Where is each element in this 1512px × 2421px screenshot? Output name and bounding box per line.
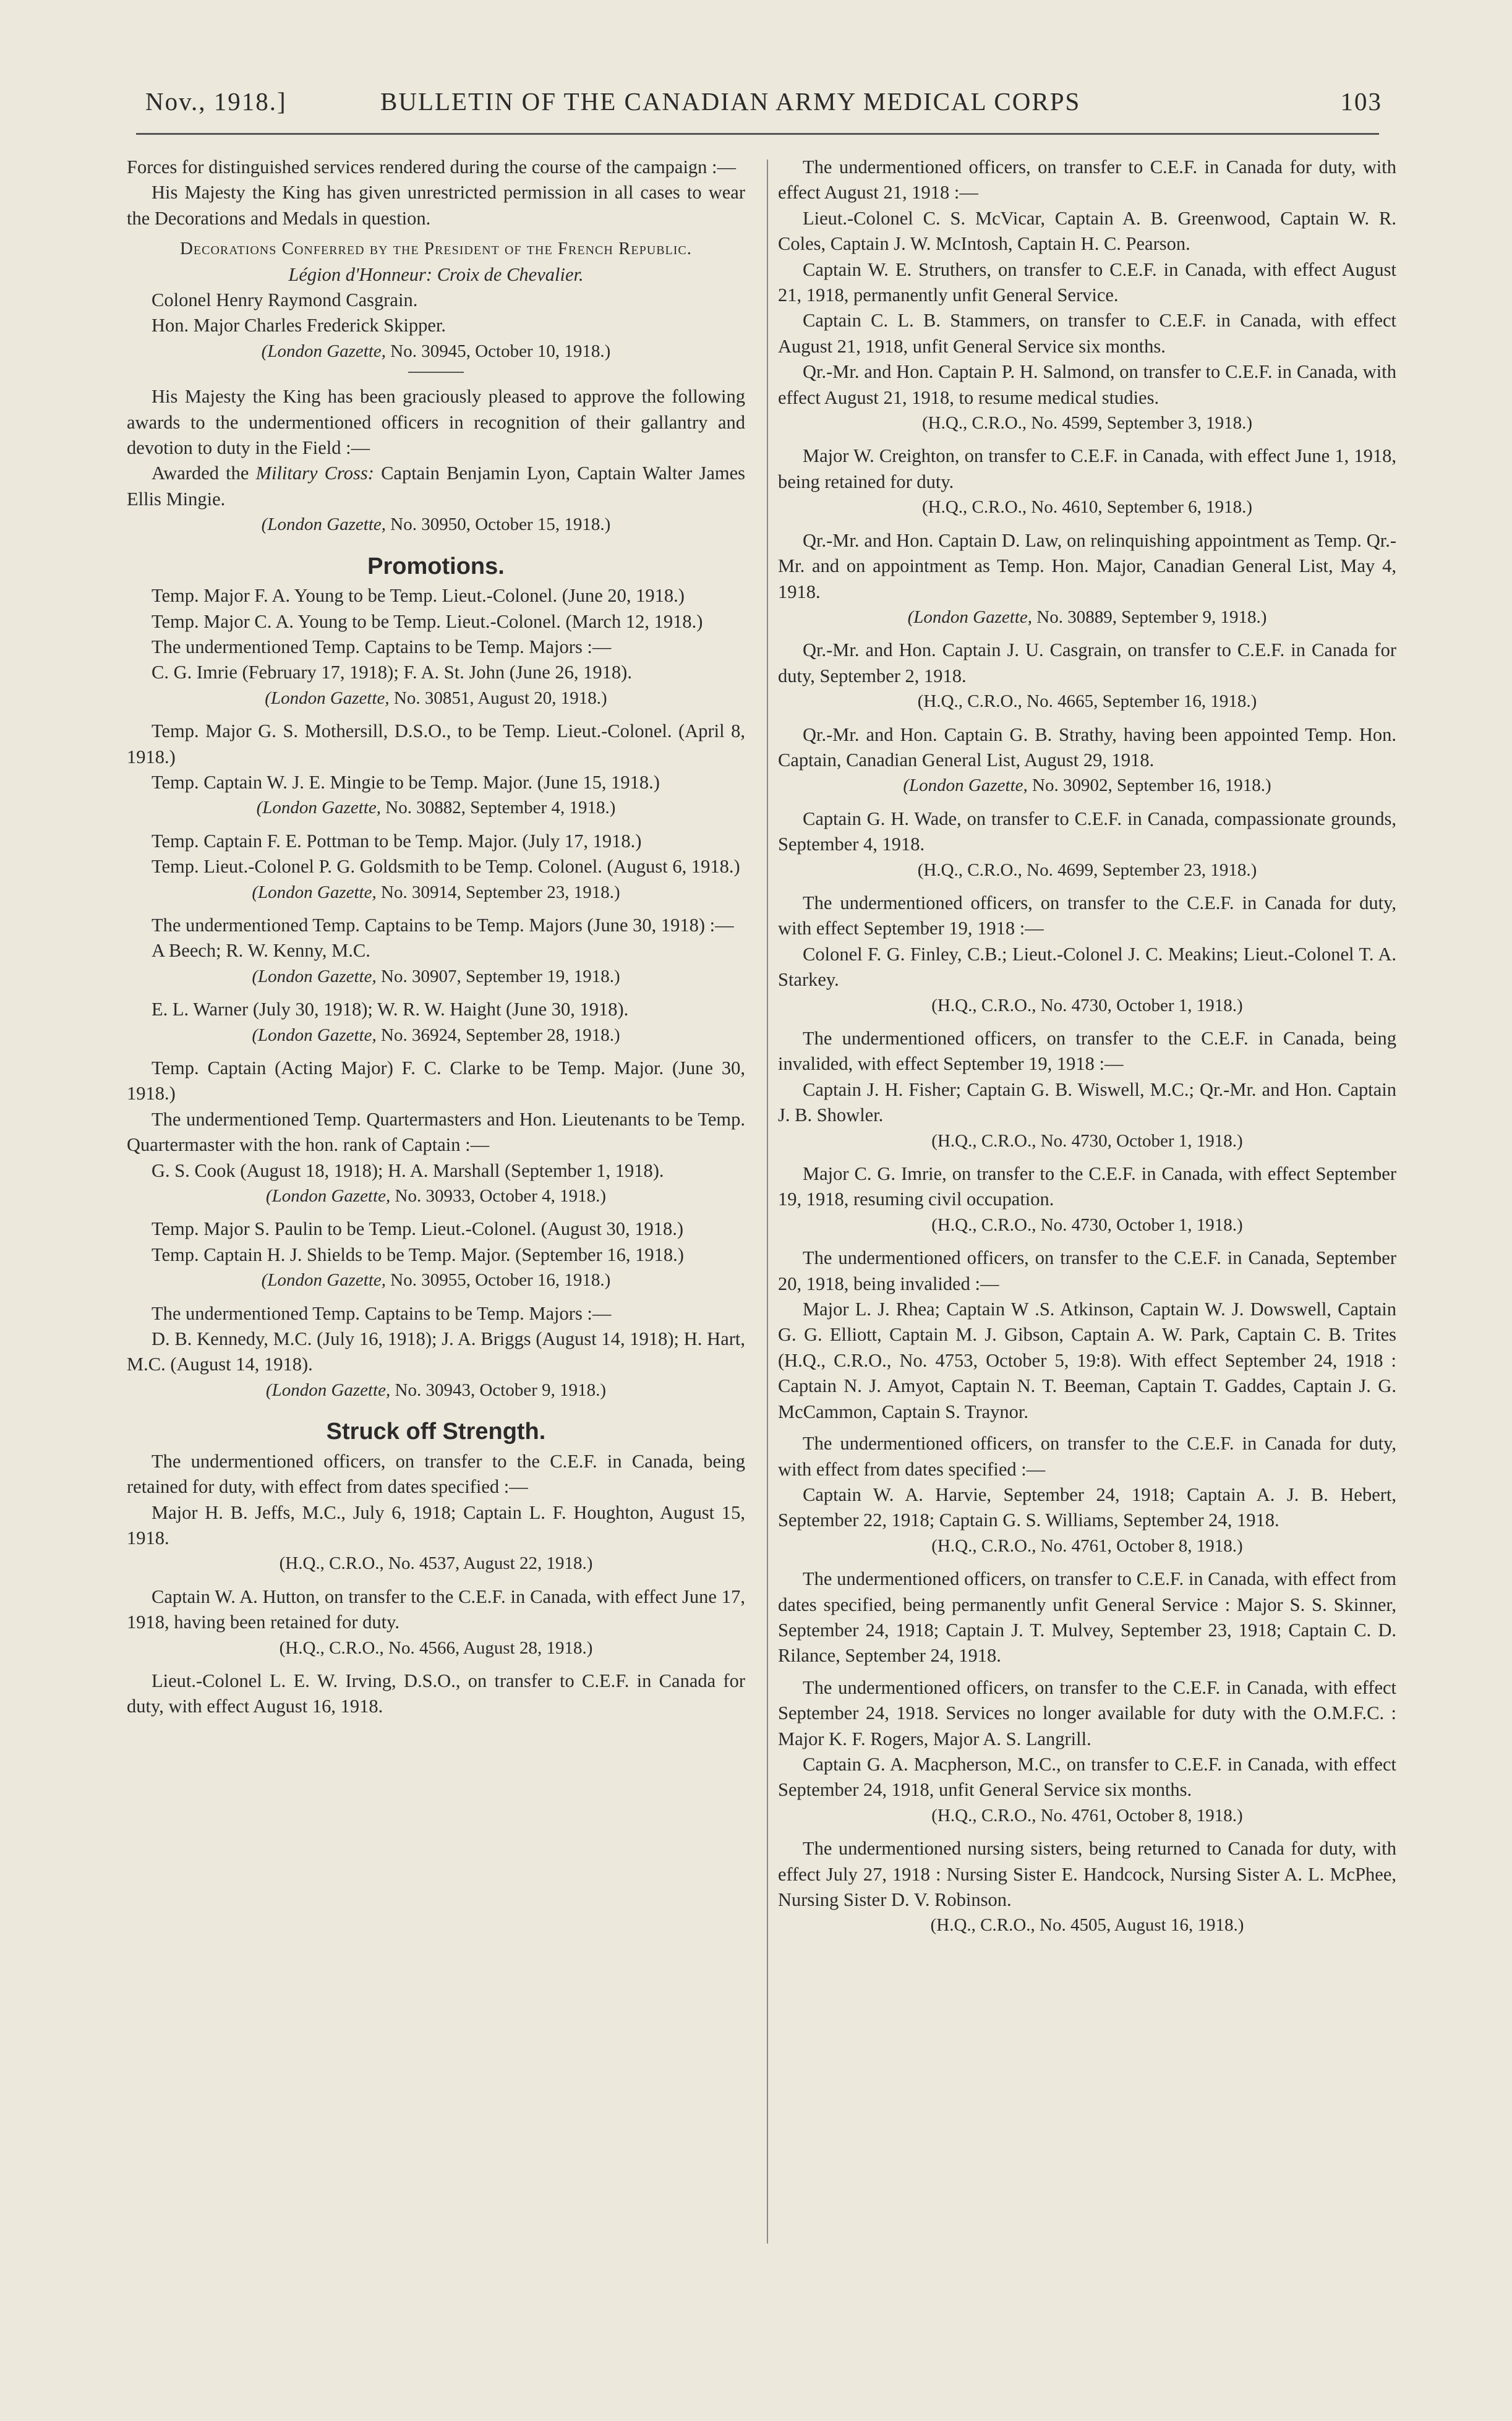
citation: (H.Q., C.R.O., No. 4730, October 1, 1918.) (931, 995, 1243, 1015)
paragraph: Temp. Captain F. E. Pottman to be Temp. Major. (July 17, 1918.) (152, 830, 642, 852)
citation-detail: No. 30907, September 19, 1918.) (376, 966, 620, 986)
gazette-name: (London Gazette, (261, 515, 387, 535)
citation (778, 773, 1396, 798)
citation-detail: No. 30889, September 9, 1918.) (1032, 607, 1267, 627)
recipient-name: Colonel Henry Raymond Casgrain. (152, 289, 418, 311)
citation: (H.Q., C.R.O., No. 4505, August 16, 1918.) (930, 1915, 1244, 1936)
citation: (H.Q., C.R.O., No. 4699, September 23, 1918.) (917, 860, 1257, 880)
paragraph: The undermentioned officers, on transfer to the C.E.F. in Canada, September 20, 1918, being invalided :— (778, 1247, 1396, 1294)
paragraph: The undermentioned officers, on transfer to the C.E.F. in Canada, being invalided, with effect September 19, 1918 :— (778, 1028, 1396, 1075)
citation: (H.Q., C.R.O., No. 4761, October 8, 1918.) (931, 1535, 1243, 1556)
text-run: Captain Benjamin Lyon, Captain Walter James Ellis Mingie. (127, 463, 745, 510)
paragraph: Qr.-Mr. and Hon. Captain J. U. Casgrain, on transfer to C.E.F. in Canada for duty, September 2, 1918. (778, 639, 1396, 686)
citation-detail: No. 30950, October 15, 1918.) (386, 515, 611, 535)
spacer (778, 1425, 1396, 1431)
paragraph: Qr.-Mr. and Hon. Captain D. Law, on relinquishing appointment as Temp. Qr.-Mr. and on appointment as Temp. Hon. Major, Canadian General List, May 4, 1918. (778, 529, 1396, 602)
paragraph: Temp. Major C. A. Young to be Temp. Lieut.-Colonel. (March 12, 1918.) (152, 610, 703, 632)
right-column (778, 155, 1396, 1946)
citation: (H.Q., C.R.O., No. 4599, September 3, 1918.) (921, 413, 1253, 433)
paragraph: The undermentioned officers, on transfer to the C.E.F. in Canada, being retained for duty, with effect from dates specified :— (127, 1450, 745, 1498)
citation (127, 964, 745, 989)
citation (127, 1268, 745, 1293)
column-divider (767, 160, 768, 2244)
paragraph: Temp. Captain (Acting Major) F. C. Clarke to be Temp. Major. (June 30, 1918.) (127, 1057, 745, 1104)
citation (127, 880, 745, 905)
gazette-name: (London Gazette, (265, 1186, 391, 1206)
gazette-name: (London Gazette, (261, 1270, 387, 1291)
award-name: Légion d'Honneur: Croix de Chevalier. (288, 263, 584, 285)
struck-off-heading: Struck off Strength. (326, 1419, 546, 1445)
citation: (H.Q., C.R.O., No. 4566, August 28, 1918.) (279, 1637, 593, 1658)
promotions-heading: Promotions. (367, 553, 505, 579)
gazette-name: (London Gazette, (256, 798, 381, 818)
citation (127, 686, 745, 711)
paragraph: D. B. Kennedy, M.C. (July 16, 1918); J. A. Briggs (August 14, 1918); H. Hart, M.C. (August 14, 1918). (127, 1328, 745, 1375)
paragraph: Qr.-Mr. and Hon. Captain G. B. Strathy, having been appointed Temp. Hon. Captain, Canadian General List, August 29, 1918. (778, 724, 1396, 771)
citation (127, 1184, 745, 1209)
paragraph: Captain G. H. Wade, on transfer to C.E.F. in Canada, compassionate grounds, September 4, 1918. (778, 808, 1396, 855)
section-subheading: Decorations Conferred by the President of the French Republic. (179, 239, 693, 259)
paragraph: Major C. G. Imrie, on transfer to the C.E.F. in Canada, with effect September 19, 1918, resuming civil occupation. (778, 1163, 1396, 1210)
spacer (778, 1669, 1396, 1675)
page-number: 103 (1340, 87, 1382, 116)
gazette-name: (London Gazette, (261, 341, 387, 361)
paragraph: Captain W. A. Hutton, on transfer to the C.E.F. in Canada, with effect June 17, 1918, having been retained for duty. (127, 1586, 745, 1633)
citation (127, 1023, 745, 1048)
paragraph: The undermentioned Temp. Captains to be Temp. Majors :— (152, 636, 612, 657)
issue-date: Nov., 1918.] (145, 87, 287, 116)
page-header (145, 87, 1382, 124)
paragraph: Captain W. E. Struthers, on transfer to C.E.F. in Canada, with effect August 21, 1918, permanently unfit General Service. (778, 258, 1396, 306)
citation (127, 795, 745, 821)
paragraph: The undermentioned officers, on transfer to C.E.F. in Canada, with effect from dates specified, being permanently unfit General Service : Major S. S. Skinner, September 24, 1918; Captain J. T. Mulvey, September 23, 1918; Captain C. D. Rilance, September 24, 1918. (778, 1568, 1396, 1667)
citation-detail: No. 30902, September 16, 1918.) (1027, 775, 1271, 796)
paragraph: E. L. Warner (July 30, 1918); W. R. W. Haight (June 30, 1918). (152, 999, 629, 1020)
citation-detail: No. 30945, October 10, 1918.) (386, 341, 611, 361)
citation: (H.Q., C.R.O., No. 4730, October 1, 1918.) (931, 1130, 1243, 1151)
citation (127, 512, 745, 537)
paragraph: Temp. Captain H. J. Shields to be Temp. Major. (September 16, 1918.) (152, 1244, 684, 1265)
paragraph: The undermentioned Temp. Quartermasters and Hon. Lieutenants to be Temp. Quartermaster with the hon. rank of Captain :— (127, 1108, 745, 1156)
paragraph: Temp. Major S. Paulin to be Temp. Lieut.-Colonel. (August 30, 1918.) (152, 1218, 684, 1240)
paragraph: The undermentioned nursing sisters, being returned to Canada for duty, with effect July 27, 1918 : Nursing Sister E. Handcock, Nursing Sister A. L. McPhee, Nursing Sister D. V. Robinson. (778, 1838, 1396, 1910)
citation: (H.Q., C.R.O., No. 4730, October 1, 1918.) (931, 1215, 1243, 1235)
paragraph: Captain G. A. Macpherson, M.C., on transfer to C.E.F. in Canada, with effect September 24, 1918, unfit General Service six months. (778, 1753, 1396, 1801)
citation (127, 339, 745, 364)
paragraph: Temp. Major G. S. Mothersill, D.S.O., to be Temp. Lieut.-Colonel. (April 8, 1918.) (127, 720, 745, 767)
recipient-name: Hon. Major Charles Frederick Skipper. (152, 315, 446, 336)
paragraph: Major W. Creighton, on transfer to C.E.F. in Canada, with effect June 1, 1918, being retained for duty. (778, 445, 1396, 492)
paragraph: The undermentioned Temp. Captains to be Temp. Majors (June 30, 1918) :— (152, 914, 734, 936)
citation: (H.Q., C.R.O., No. 4537, August 22, 1918.) (279, 1553, 593, 1574)
paragraph: Lieut.-Colonel L. E. W. Irving, D.S.O., on transfer to C.E.F. in Canada for duty, with effect August 16, 1918. (127, 1670, 745, 1717)
paragraph: Captain W. A. Harvie, September 24, 1918; Captain A. J. B. Hebert, September 22, 1918; Captain G. S. Williams, September 24, 1918. (778, 1484, 1396, 1531)
paragraph: G. S. Cook (August 18, 1918); H. A. Marshall (September 1, 1918). (152, 1159, 664, 1181)
paragraph (127, 461, 745, 512)
paragraph: The undermentioned officers, on transfer to the C.E.F. in Canada, with effect September 24, 1918. Services no longer available for duty with the O.M.F.C. : Major K. F. Rogers, Major A. S. Langrill. (778, 1676, 1396, 1749)
paragraph: Major H. B. Jeffs, M.C., July 6, 1918; Captain L. F. Houghton, August 15, 1918. (127, 1501, 745, 1548)
paragraph: The undermentioned Temp. Captains to be Temp. Majors :— (152, 1302, 612, 1324)
gazette-name: (London Gazette, (252, 882, 377, 902)
gazette-name: (London Gazette, (265, 1380, 391, 1400)
paragraph: Temp. Captain W. J. E. Mingie to be Temp. Major. (June 15, 1918.) (152, 771, 660, 793)
citation: (H.Q., C.R.O., No. 4665, September 16, 1918.) (917, 691, 1257, 712)
paragraph: Captain C. L. B. Stammers, on transfer to C.E.F. in Canada, with effect August 21, 1918, unfit General Service six months. (778, 310, 1396, 357)
citation-detail: No. 30943, October 9, 1918.) (390, 1380, 607, 1400)
citation-detail: No. 30955, October 16, 1918.) (386, 1270, 611, 1291)
paragraph: C. G. Imrie (February 17, 1918); F. A. St. John (June 26, 1918). (152, 662, 632, 683)
citation-detail: No. 30933, October 4, 1918.) (390, 1186, 607, 1206)
citation-detail: No. 30851, August 20, 1918.) (389, 688, 607, 708)
paragraph: Colonel F. G. Finley, C.B.; Lieut.-Colonel J. C. Meakins; Lieut.-Colonel T. A. Starkey. (778, 943, 1396, 991)
citation-detail: No. 36924, September 28, 1918.) (376, 1025, 620, 1045)
paragraph: Major L. J. Rhea; Captain W .S. Atkinson, Captain W. J. Dowswell, Captain G. G. Elliott, Captain M. J. Gibson, Captain A. W. Park, Captain C. B. Trites (H.Q., C.R.O., No. 4753, October 5, 19:8). With effect September 24, 1918 : Captain N. J. Amyot, Captain N. T. Beeman, Captain T. Gaddes, Captain J. G. McCammon, Captain S. Traynor. (778, 1299, 1396, 1422)
citation: (H.Q., C.R.O., No. 4610, September 6, 1918.) (921, 497, 1253, 518)
paragraph: His Majesty the King has been graciously pleased to approve the following awards to the undermentioned officers in recognition of their gallantry and devotion to duty in the Field :— (127, 386, 745, 459)
gazette-name: (London Gazette, (252, 1025, 377, 1045)
paragraph: The undermentioned officers, on transfer to C.E.F. in Canada for duty, with effect August 21, 1918 :— (778, 156, 1396, 203)
left-column (127, 155, 745, 1720)
gazette-name: (London Gazette, (252, 966, 377, 986)
gazette-name: (London Gazette, (903, 775, 1028, 796)
publication-title: BULLETIN OF THE CANADIAN ARMY MEDICAL CORPS (380, 87, 1081, 116)
citation: (H.Q., C.R.O., No. 4761, October 8, 1918.) (931, 1805, 1243, 1825)
paragraph: Captain J. H. Fisher; Captain G. B. Wiswell, M.C.; Qr.-Mr. and Hon. Captain J. B. Showler. (778, 1078, 1396, 1126)
paragraph: Temp. Major F. A. Young to be Temp. Lieut.-Colonel. (June 20, 1918.) (152, 585, 685, 607)
gazette-name: (London Gazette, (907, 607, 1032, 627)
paragraph: The undermentioned officers, on transfer to the C.E.F. in Canada for duty, with effect September 19, 1918 :— (778, 892, 1396, 939)
citation (778, 605, 1396, 630)
paragraph: Qr.-Mr. and Hon. Captain P. H. Salmond, on transfer to C.E.F. in Canada, with effect August 21, 1918, to resume medical studies. (778, 361, 1396, 408)
paragraph: His Majesty the King has given unrestricted permission in all cases to wear the Decorations and Medals in question. (127, 182, 745, 229)
short-rule (408, 372, 464, 373)
header-rule (136, 133, 1379, 135)
paragraph: Temp. Lieut.-Colonel P. G. Goldsmith to be Temp. Colonel. (August 6, 1918.) (152, 856, 740, 877)
gazette-name: (London Gazette, (265, 688, 390, 708)
paragraph: Lieut.-Colonel C. S. McVicar, Captain A. B. Greenwood, Captain W. R. Coles, Captain J. W. McIntosh, Captain H. C. Pearson. (778, 207, 1396, 255)
award-name: Military Cross: (255, 463, 374, 484)
citation (127, 1378, 745, 1403)
paragraph: Forces for distinguished services rendered during the course of the campaign :— (127, 156, 737, 177)
paragraph: A Beech; R. W. Kenny, M.C. (152, 940, 370, 962)
paragraph: The undermentioned officers, on transfer to the C.E.F. in Canada for duty, with effect from dates specified :— (778, 1433, 1396, 1480)
text-run: Awarded the (152, 463, 256, 484)
citation-detail: No. 30882, September 4, 1918.) (381, 798, 616, 818)
citation-detail: No. 30914, September 23, 1918.) (376, 882, 620, 902)
